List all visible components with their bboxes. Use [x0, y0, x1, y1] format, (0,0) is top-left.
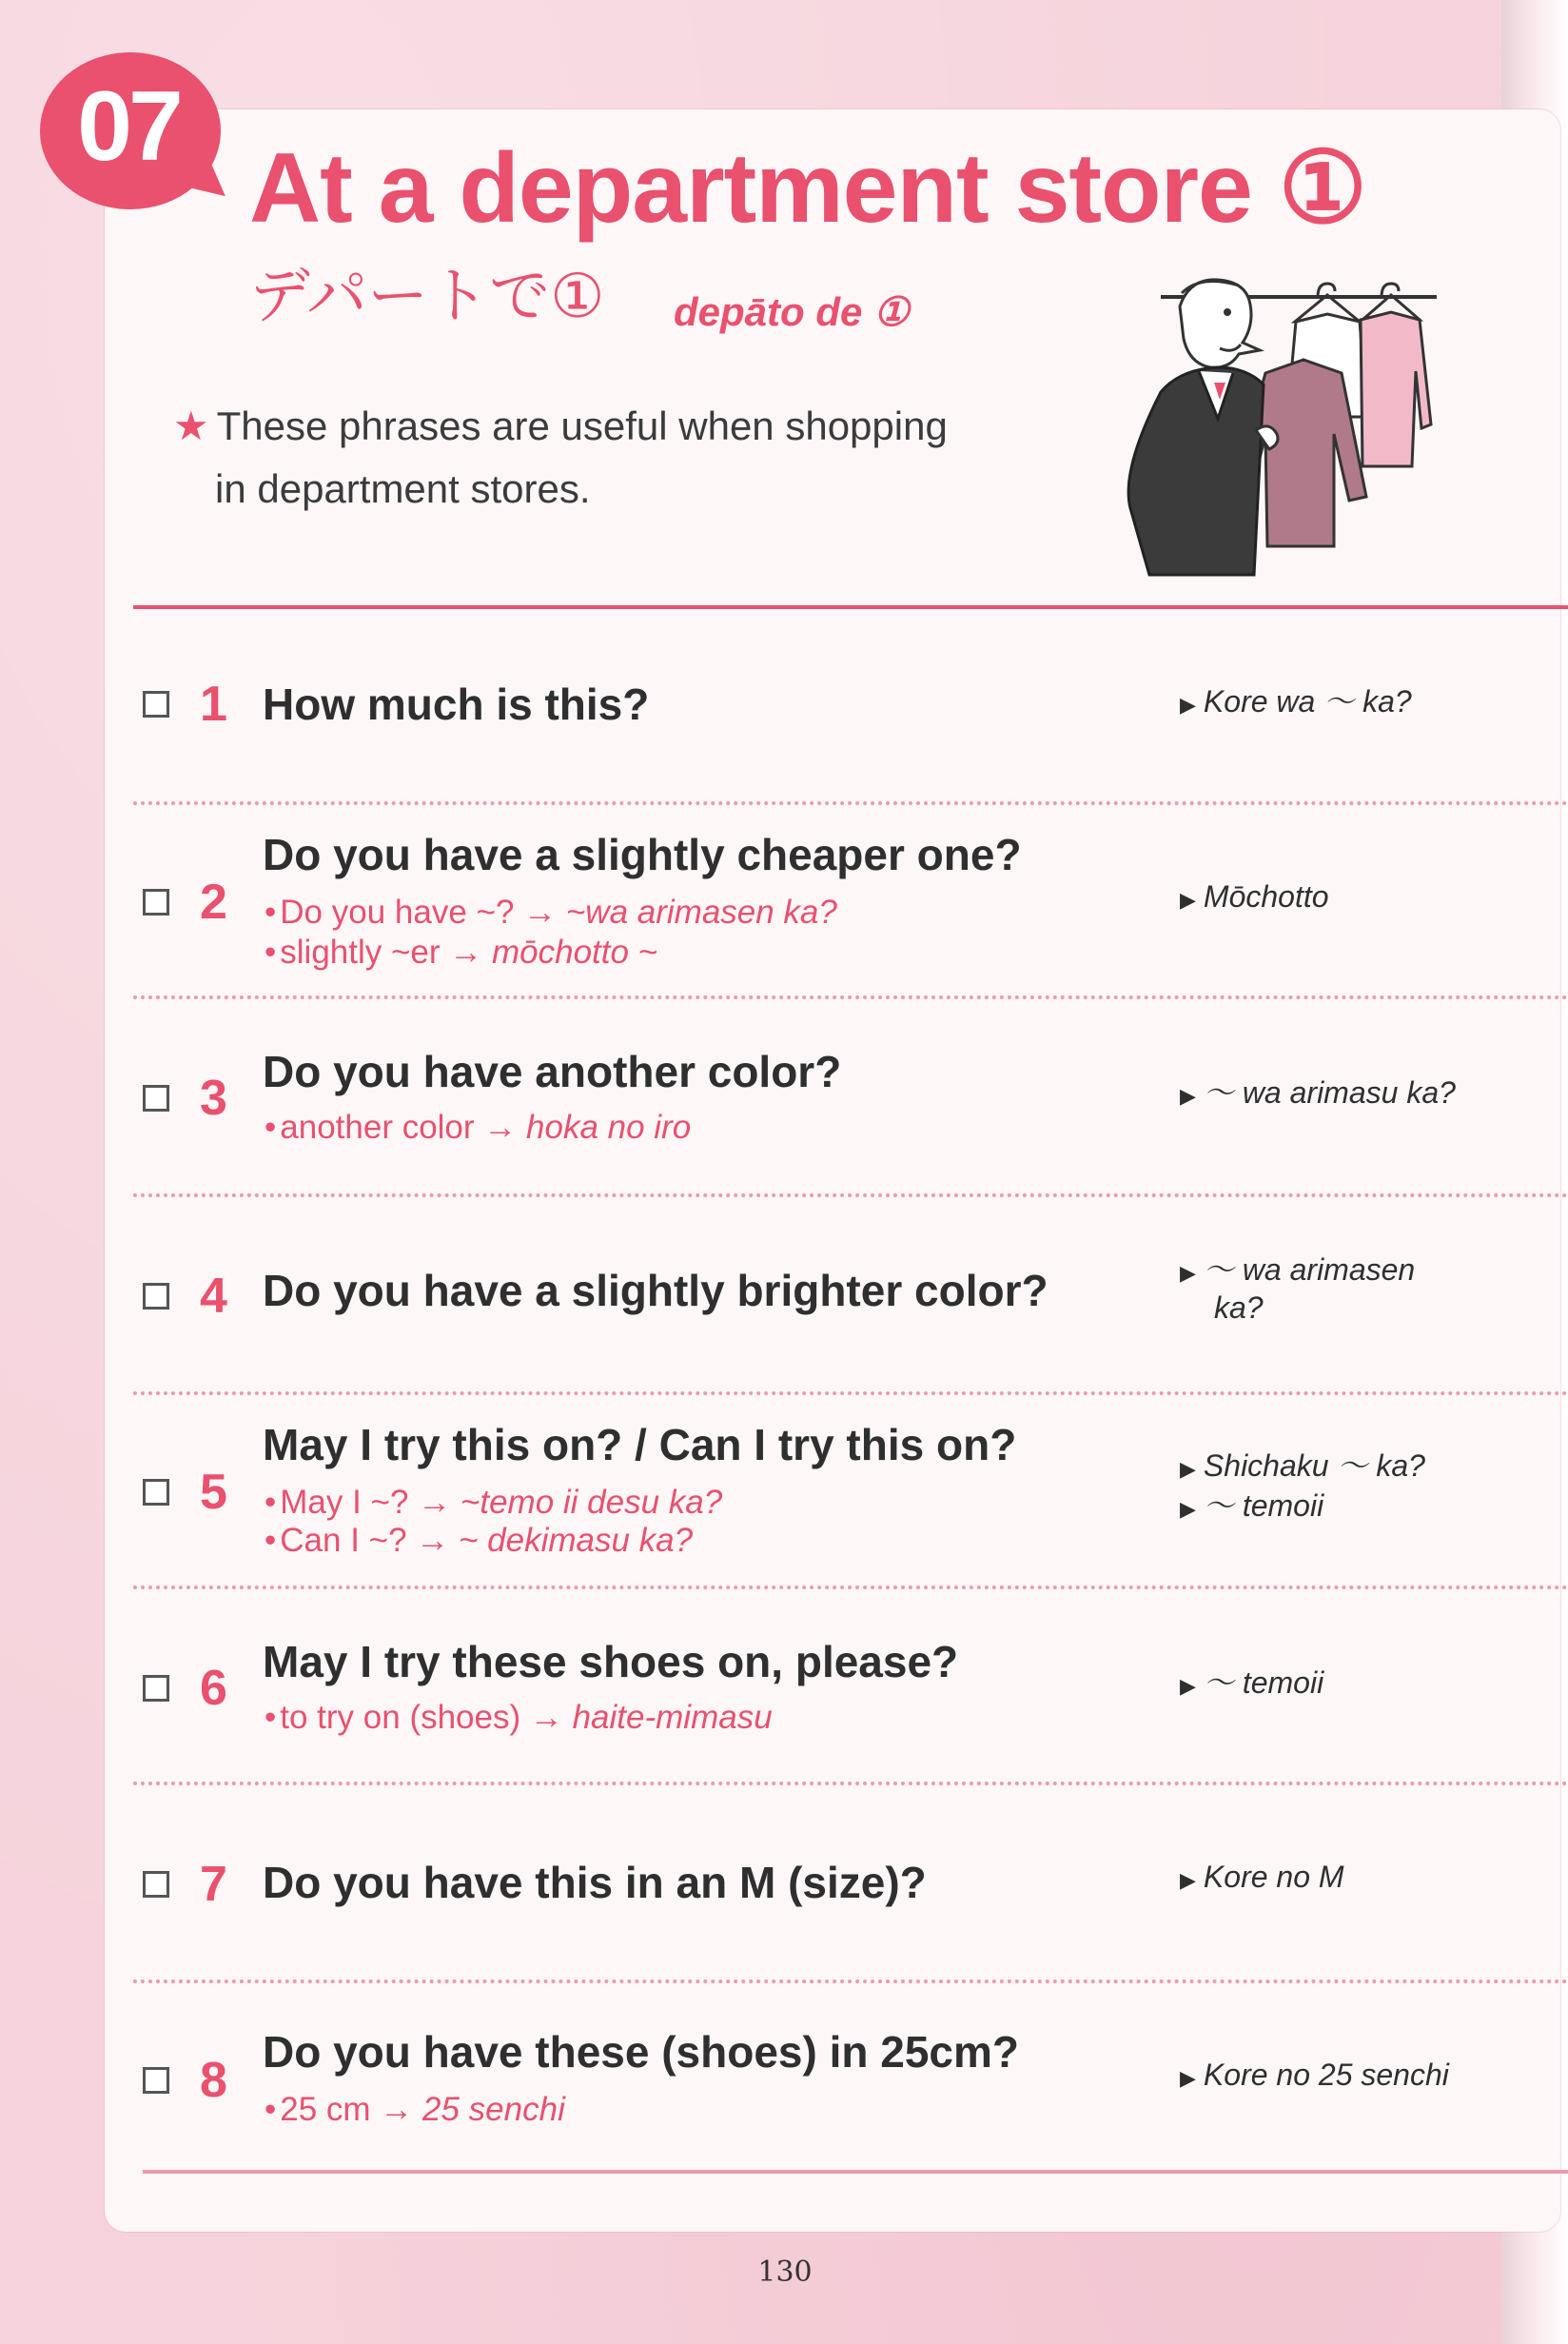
- japanese-title: デパートで①: [249, 262, 605, 332]
- bullet-icon: •: [265, 2091, 277, 2128]
- row-divider: [133, 1193, 1568, 1197]
- phrase-number: 5: [200, 1465, 227, 1520]
- romaji-text: Shichaku 〜 ka?: [1203, 1448, 1425, 1483]
- triangle-icon: ▶: [1180, 1497, 1196, 1521]
- hint-english: to try on (shoes) →: [280, 1699, 573, 1736]
- hint-japanese: haite-mimasu: [572, 1699, 773, 1736]
- romaji-reading: [1180, 1664, 1323, 1705]
- romaji-reading: [1180, 1858, 1344, 1900]
- usage-hint: [265, 893, 837, 933]
- hint-japanese: ~ dekimasu ka?: [459, 1522, 694, 1559]
- phrase-text: May I try this on? / Can I try this on?: [263, 1420, 1017, 1469]
- page-title: At a department store ①: [249, 133, 1367, 244]
- usage-hint: [265, 1698, 773, 1738]
- checkbox[interactable]: [143, 889, 169, 916]
- romaji-text: 〜 wa arimasu ka?: [1203, 1075, 1456, 1110]
- checkbox[interactable]: [143, 1283, 169, 1310]
- romaji-text: 〜 temoii: [1203, 1488, 1324, 1523]
- bullet-icon: •: [265, 1484, 277, 1521]
- triangle-icon: ▶: [1180, 1457, 1196, 1481]
- hint-english: another color →: [280, 1109, 527, 1146]
- row-divider: [133, 1782, 1568, 1785]
- triangle-icon: ▶: [1180, 1084, 1196, 1108]
- phrase-text: Do you have these (shoes) in 25cm?: [263, 2027, 1020, 2077]
- checkbox[interactable]: [143, 1871, 169, 1898]
- usage-hint: [265, 933, 657, 973]
- bullet-icon: •: [265, 1109, 277, 1146]
- hint-japanese: mōchotto ~: [491, 934, 658, 971]
- row-divider: [133, 995, 1568, 999]
- phrase-text: How much is this?: [263, 680, 650, 729]
- triangle-icon: ▶: [1180, 888, 1196, 912]
- row-divider: [133, 1980, 1568, 1983]
- romaji-reading-continued: ka?: [1214, 1290, 1264, 1325]
- phrase-number: 2: [200, 875, 227, 930]
- usage-hint: [265, 1483, 722, 1523]
- triangle-icon: ▶: [1180, 1674, 1196, 1698]
- romaji-text: Kore no 25 senchi: [1203, 2058, 1449, 2092]
- hint-english: May I ~? →: [280, 1484, 461, 1521]
- phrase-text: Do you have a slightly brighter color?: [263, 1266, 1049, 1315]
- triangle-icon: ▶: [1180, 693, 1196, 717]
- romaji-reading: [1180, 877, 1329, 919]
- phrase-text: Do you have a slightly cheaper one?: [263, 830, 1022, 879]
- hint-english: Can I ~? →: [280, 1522, 459, 1559]
- romaji-text: Kore no M: [1203, 1860, 1344, 1894]
- usage-hint: [265, 1521, 693, 1561]
- star-icon: ★: [173, 404, 209, 448]
- bullet-icon: •: [265, 1699, 277, 1736]
- usage-hint: [265, 2090, 565, 2130]
- checkbox[interactable]: [143, 1479, 169, 1506]
- triangle-icon: ▶: [1180, 1261, 1196, 1285]
- phrase-number: 6: [200, 1661, 227, 1716]
- intro-text: [173, 395, 1029, 521]
- phrase-number: 7: [200, 1857, 227, 1912]
- checkbox[interactable]: [143, 1085, 169, 1112]
- hint-english: slightly ~er →: [280, 934, 492, 971]
- bullet-icon: •: [265, 894, 277, 931]
- triangle-icon: ▶: [1180, 1868, 1196, 1892]
- shopper-with-clothes-rack-illustration: [1123, 249, 1456, 592]
- hint-japanese: hoka no iro: [526, 1109, 692, 1146]
- romaji-title: depāto de ①: [674, 289, 910, 334]
- triangle-icon: ▶: [1180, 2066, 1196, 2090]
- phrase-text: Do you have another color?: [263, 1047, 842, 1096]
- romaji-reading: [1180, 1487, 1323, 1528]
- bottom-divider: [143, 2170, 1568, 2174]
- row-divider: [133, 1391, 1568, 1395]
- hint-japanese: ~temo ii desu ka?: [460, 1484, 723, 1521]
- intro-line-2: in department stores.: [215, 466, 591, 511]
- romaji-reading: [1180, 682, 1412, 724]
- hint-english: 25 cm →: [280, 2091, 423, 2128]
- romaji-reading: [1180, 2056, 1449, 2098]
- romaji-text: 〜 wa arimasen: [1203, 1252, 1416, 1287]
- row-divider: [133, 801, 1568, 805]
- checkbox[interactable]: [143, 1675, 169, 1702]
- hint-japanese: 25 senchi: [422, 2091, 565, 2128]
- checkbox[interactable]: [143, 2067, 169, 2094]
- checkbox[interactable]: [143, 691, 169, 718]
- phrase-number: 3: [200, 1071, 227, 1126]
- romaji-reading: [1180, 1074, 1456, 1115]
- romaji-text: 〜 temoii: [1203, 1665, 1324, 1700]
- page-number: 130: [757, 2255, 813, 2289]
- row-divider: [133, 1586, 1568, 1589]
- romaji-reading: [1180, 1447, 1425, 1488]
- lesson-number: 07: [77, 71, 180, 182]
- usage-hint: [265, 1108, 691, 1148]
- header-divider: [133, 605, 1568, 609]
- intro-line-1: These phrases are useful when shopping: [216, 404, 948, 448]
- romaji-text: Kore wa 〜 ka?: [1203, 684, 1412, 719]
- romaji-reading: [1180, 1251, 1415, 1292]
- hint-english: Do you have ~? →: [280, 894, 566, 931]
- phrase-text: Do you have this in an M (size)?: [263, 1858, 927, 1907]
- bullet-icon: •: [265, 934, 277, 971]
- phrase-number: 8: [200, 2053, 227, 2108]
- phrase-number: 1: [200, 677, 227, 732]
- phrase-text: May I try these shoes on, please?: [263, 1637, 959, 1686]
- phrase-number: 4: [200, 1269, 227, 1324]
- hint-japanese: ~wa arimasen ka?: [565, 894, 837, 931]
- bullet-icon: •: [265, 1522, 277, 1559]
- romaji-text: Mōchotto: [1203, 879, 1329, 914]
